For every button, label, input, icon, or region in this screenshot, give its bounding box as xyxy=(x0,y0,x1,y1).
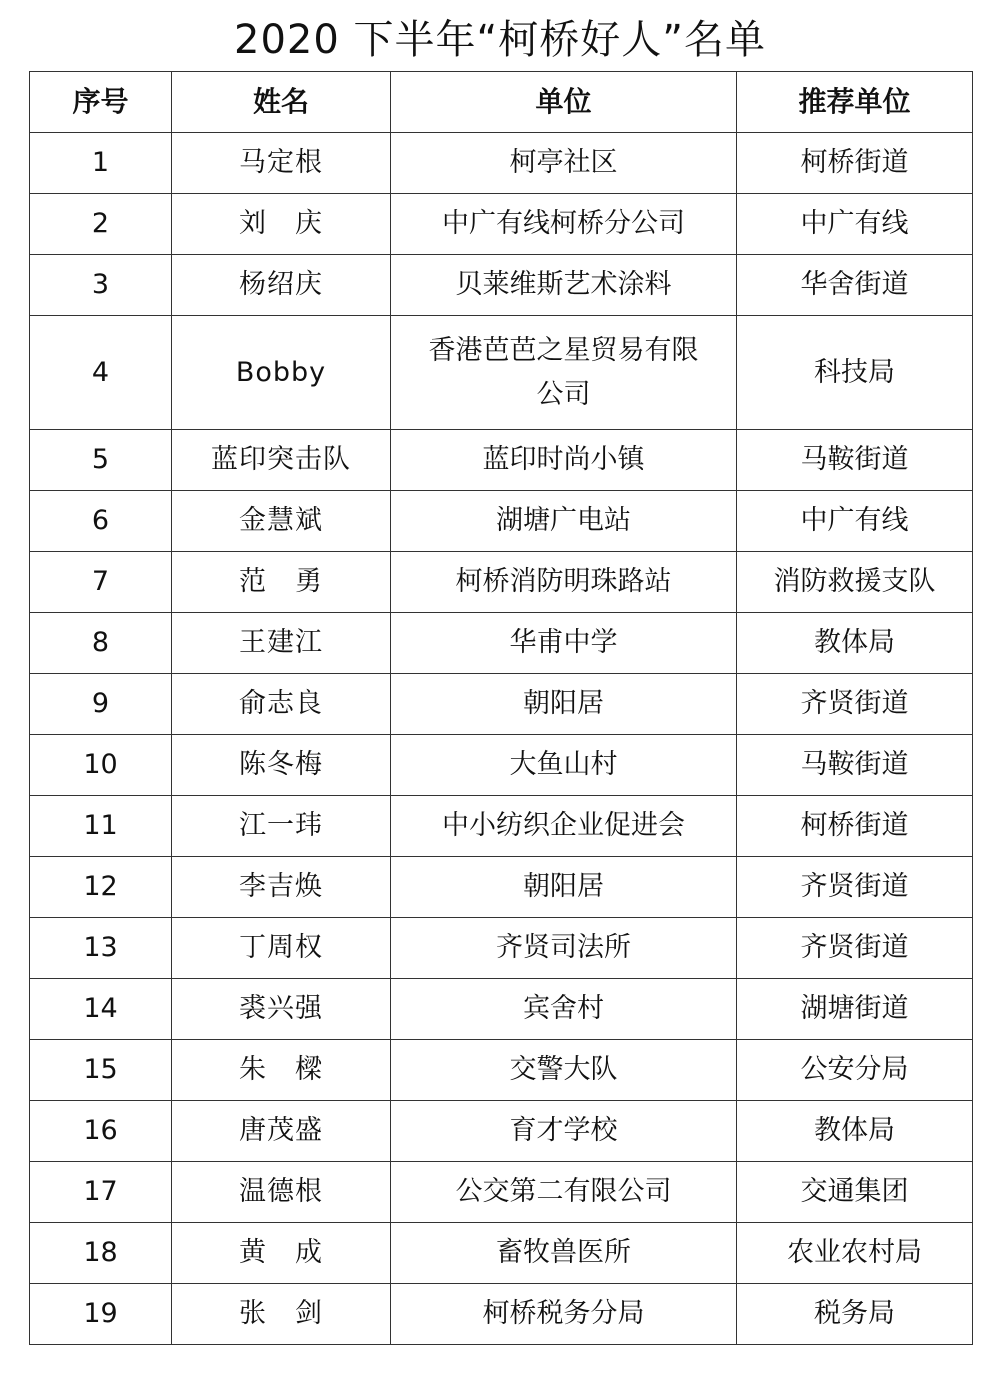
row-name: 王建江 xyxy=(172,613,391,674)
row-index: 10 xyxy=(30,735,172,796)
row-name: 蓝印突击队 xyxy=(172,430,391,491)
row-unit: 公交第二有限公司 xyxy=(391,1162,737,1223)
row-recommender: 教体局 xyxy=(737,613,973,674)
row-recommender: 马鞍街道 xyxy=(737,430,973,491)
table-row xyxy=(30,1223,973,1284)
row-recommender: 科技局 xyxy=(737,316,973,430)
table-header xyxy=(30,72,973,133)
row-name: 黄 成 xyxy=(172,1223,391,1284)
row-index: 11 xyxy=(30,796,172,857)
row-name: 马定根 xyxy=(172,133,391,194)
row-name: 金慧斌 xyxy=(172,491,391,552)
row-name: Bobby xyxy=(172,316,391,430)
table-row xyxy=(30,1162,973,1223)
row-recommender: 公安分局 xyxy=(737,1040,973,1101)
table-row xyxy=(30,613,973,674)
row-name: 江一玮 xyxy=(172,796,391,857)
row-unit: 交警大队 xyxy=(391,1040,737,1101)
header-unit: 单位 xyxy=(391,72,737,133)
table-row xyxy=(30,674,973,735)
row-name: 唐茂盛 xyxy=(172,1101,391,1162)
row-name: 范 勇 xyxy=(172,552,391,613)
row-index: 8 xyxy=(30,613,172,674)
row-name: 张 剑 xyxy=(172,1284,391,1345)
table-row xyxy=(30,316,973,430)
row-name: 俞志良 xyxy=(172,674,391,735)
table-row xyxy=(30,133,973,194)
row-unit: 齐贤司法所 xyxy=(391,918,737,979)
table-row xyxy=(30,918,973,979)
table-body xyxy=(30,133,973,1345)
row-recommender: 马鞍街道 xyxy=(737,735,973,796)
row-name: 李吉焕 xyxy=(172,857,391,918)
row-index: 3 xyxy=(30,255,172,316)
row-name: 刘 庆 xyxy=(172,194,391,255)
row-index: 17 xyxy=(30,1162,172,1223)
row-unit: 朝阳居 xyxy=(391,857,737,918)
row-unit: 中小纺织企业促进会 xyxy=(391,796,737,857)
row-index: 1 xyxy=(30,133,172,194)
table-row xyxy=(30,1101,973,1162)
table-row xyxy=(30,735,973,796)
row-unit: 香港芭芭之星贸易有限公司 xyxy=(391,316,737,430)
row-unit: 蓝印时尚小镇 xyxy=(391,430,737,491)
row-name: 陈冬梅 xyxy=(172,735,391,796)
row-unit: 畜牧兽医所 xyxy=(391,1223,737,1284)
row-unit: 湖塘广电站 xyxy=(391,491,737,552)
row-unit: 柯亭社区 xyxy=(391,133,737,194)
row-name: 杨绍庆 xyxy=(172,255,391,316)
row-index: 6 xyxy=(30,491,172,552)
row-unit: 贝莱维斯艺术涂料 xyxy=(391,255,737,316)
row-recommender: 柯桥街道 xyxy=(737,796,973,857)
table-row xyxy=(30,1284,973,1345)
row-recommender: 柯桥街道 xyxy=(737,133,973,194)
row-index: 13 xyxy=(30,918,172,979)
header-index: 序号 xyxy=(30,72,172,133)
row-recommender: 交通集团 xyxy=(737,1162,973,1223)
row-unit: 华甫中学 xyxy=(391,613,737,674)
row-name: 朱 樑 xyxy=(172,1040,391,1101)
roster-table xyxy=(29,71,973,1345)
row-recommender: 农业农村局 xyxy=(737,1223,973,1284)
table-row xyxy=(30,552,973,613)
row-unit: 柯桥消防明珠路站 xyxy=(391,552,737,613)
row-index: 7 xyxy=(30,552,172,613)
row-index: 9 xyxy=(30,674,172,735)
table-row xyxy=(30,857,973,918)
table-row xyxy=(30,194,973,255)
row-recommender: 教体局 xyxy=(737,1101,973,1162)
row-name: 丁周权 xyxy=(172,918,391,979)
row-recommender: 齐贤街道 xyxy=(737,918,973,979)
row-index: 16 xyxy=(30,1101,172,1162)
row-recommender: 中广有线 xyxy=(737,194,973,255)
row-recommender: 齐贤街道 xyxy=(737,857,973,918)
row-index: 15 xyxy=(30,1040,172,1101)
row-index: 19 xyxy=(30,1284,172,1345)
row-unit: 中广有线柯桥分公司 xyxy=(391,194,737,255)
row-unit: 柯桥税务分局 xyxy=(391,1284,737,1345)
header-row xyxy=(30,72,973,133)
row-unit: 大鱼山村 xyxy=(391,735,737,796)
table-row xyxy=(30,796,973,857)
row-name: 裘兴强 xyxy=(172,979,391,1040)
header-name: 姓名 xyxy=(172,72,391,133)
row-index: 5 xyxy=(30,430,172,491)
row-index: 14 xyxy=(30,979,172,1040)
row-unit: 育才学校 xyxy=(391,1101,737,1162)
row-recommender: 齐贤街道 xyxy=(737,674,973,735)
row-recommender: 华舍街道 xyxy=(737,255,973,316)
page-title: 2020 下半年“柯桥好人”名单 xyxy=(234,17,766,63)
row-index: 4 xyxy=(30,316,172,430)
table-row xyxy=(30,1040,973,1101)
row-recommender: 湖塘街道 xyxy=(737,979,973,1040)
table-row xyxy=(30,979,973,1040)
row-recommender: 中广有线 xyxy=(737,491,973,552)
row-recommender: 税务局 xyxy=(737,1284,973,1345)
row-index: 18 xyxy=(30,1223,172,1284)
table-row xyxy=(30,255,973,316)
row-recommender: 消防救援支队 xyxy=(737,552,973,613)
row-unit: 宾舍村 xyxy=(391,979,737,1040)
header-recommender: 推荐单位 xyxy=(737,72,973,133)
row-name: 温德根 xyxy=(172,1162,391,1223)
row-index: 12 xyxy=(30,857,172,918)
table-row xyxy=(30,491,973,552)
table-row xyxy=(30,430,973,491)
row-unit: 朝阳居 xyxy=(391,674,737,735)
row-index: 2 xyxy=(30,194,172,255)
